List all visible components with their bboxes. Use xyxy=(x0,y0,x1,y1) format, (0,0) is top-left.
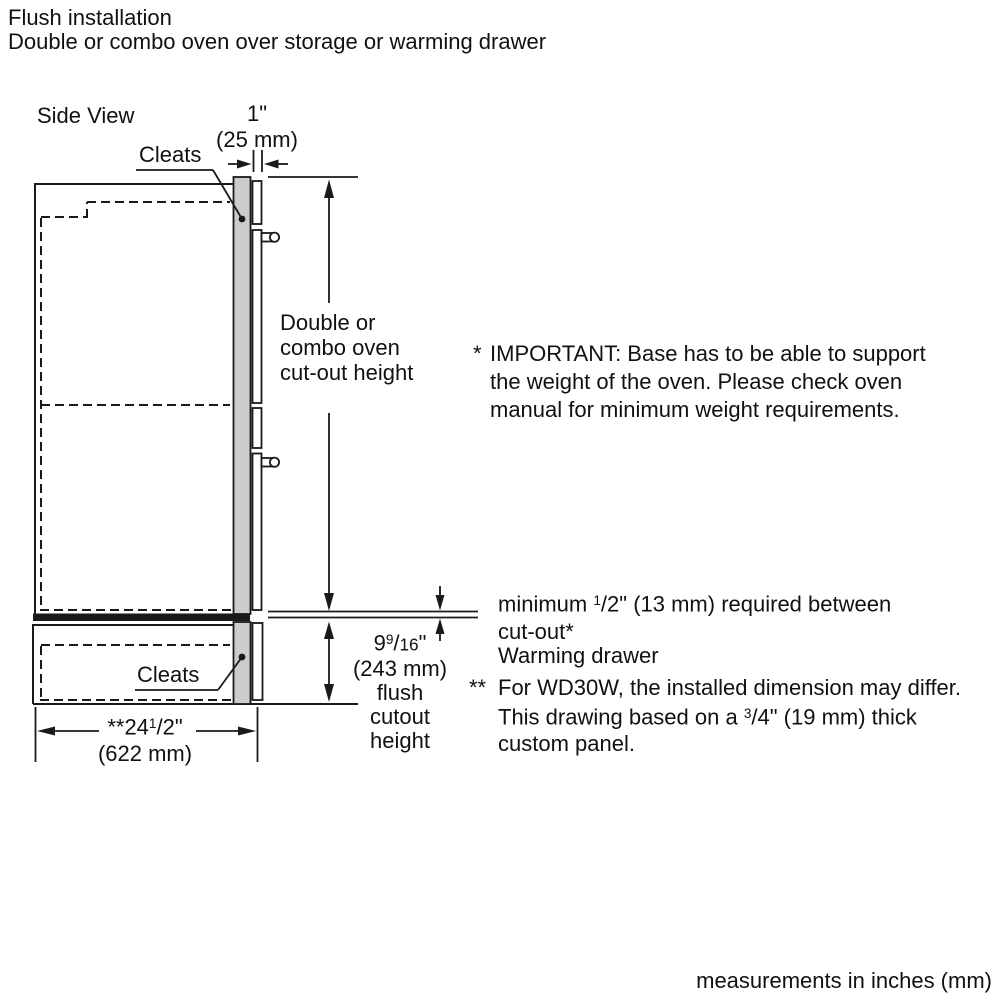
wd30w-note-text: For WD30W, the installed dimension may differ. This drawing based on a $^3$/4" (19 mm) thick custom panel. xyxy=(498,675,962,756)
hinge-knob-upper xyxy=(262,233,280,242)
upper-cabinet-outline xyxy=(35,183,233,614)
panel-width-dimension xyxy=(228,150,288,172)
lower-cabinet-dashed-outline xyxy=(40,645,231,700)
cutout-height-label: Double or combo oven cut-out height xyxy=(280,310,414,385)
panel-width-mm: (25 mm) xyxy=(216,127,298,152)
panel-width-inches: 1" xyxy=(246,101,268,126)
cleat-panel-lower xyxy=(234,622,251,704)
min-gap-note: minimum $^1$/2" (13 mm) required between cut-out* xyxy=(498,591,892,644)
wd30w-note xyxy=(469,675,961,757)
fraction-numerator: 1 xyxy=(593,593,601,608)
fraction-numerator: 9 xyxy=(385,632,394,647)
cabinet-width-label xyxy=(58,711,232,767)
flush-cutout-dimension xyxy=(324,622,334,703)
fraction-numerator: 3 xyxy=(743,706,752,721)
warming-drawer-label: Warming drawer xyxy=(498,643,659,668)
fraction-denominator: 16 xyxy=(399,634,419,655)
cabinet-width-mm: (622 mm) xyxy=(97,740,193,766)
page-title: Flush installation xyxy=(8,5,172,30)
cabinet-width-inches: $**24^1/2$" xyxy=(107,714,183,740)
hinge-knob-lower xyxy=(262,458,280,467)
cleats-label-bottom: Cleats xyxy=(137,662,200,687)
gap-lines xyxy=(268,612,478,618)
page-subtitle: Double or combo oven over storage or warming drawer xyxy=(8,29,547,54)
flush-cutout-label: $9^9/16$" (243 mm) flush cutout height xyxy=(336,628,464,753)
important-note xyxy=(473,340,926,424)
fraction-numerator: 1 xyxy=(148,716,157,731)
upper-cabinet-dashed-outline xyxy=(40,202,231,610)
cutout-height-dimension xyxy=(268,177,358,611)
footnote-marker: * xyxy=(473,341,482,366)
units-footnote: measurements in inches (mm) xyxy=(696,968,992,993)
footnote-marker-double: ** xyxy=(469,675,487,700)
side-view-label: Side View xyxy=(37,103,135,128)
cleats-leader-top xyxy=(136,170,245,222)
oven-base-band xyxy=(33,614,250,622)
cleat-panel-upper xyxy=(234,177,251,614)
flush-cutout-value: $9^9/16$" xyxy=(373,630,427,656)
panel-width-dimension-label xyxy=(195,101,319,153)
important-note-text: IMPORTANT: Base has to be able to support the weight of the oven. Please check oven manual for minimum weight requirements. xyxy=(490,341,926,422)
oven-trim-strip xyxy=(253,181,263,700)
flush-cutout-mm: (243 mm) xyxy=(352,655,448,681)
cleats-label-top: Cleats xyxy=(139,142,202,167)
